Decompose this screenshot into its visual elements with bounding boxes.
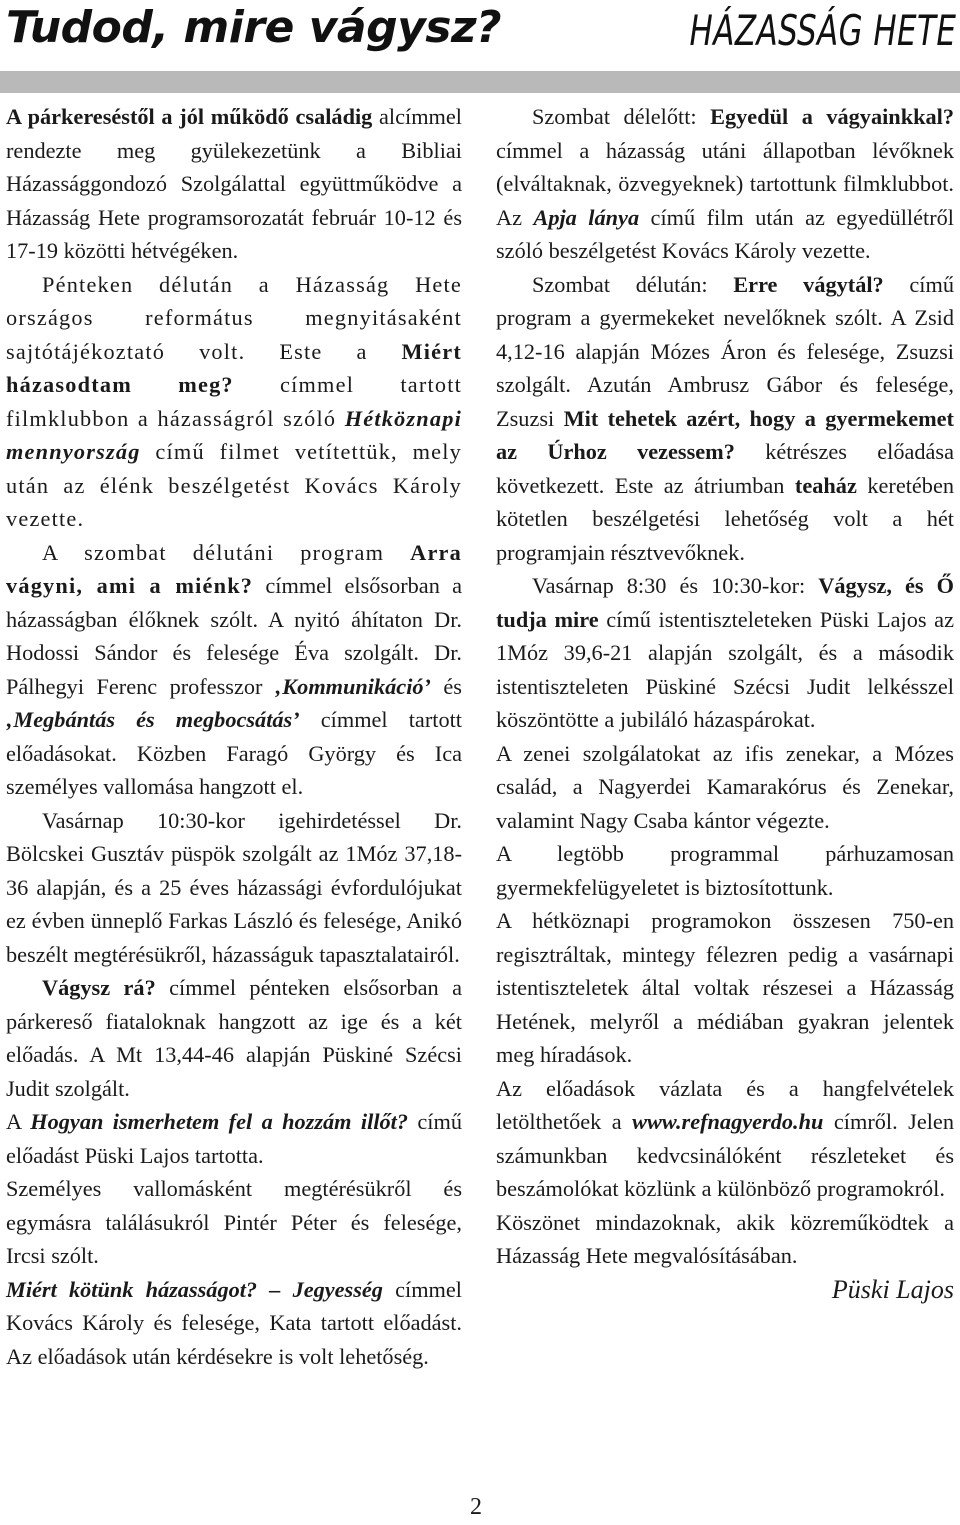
text: címmel tartott előadásokat. Közben Faragó György és Ica személyes vallomása hangzott el.	[6, 707, 462, 799]
film-title: Apja lánya	[533, 204, 640, 230]
lecture-title: Miért kötünk házasságot? – Jegyesség	[6, 1276, 383, 1302]
lecture-title: ‚Megbántás és megbocsátás’	[6, 707, 300, 732]
lecture-title: Hogyan ismerhetem fel a hozzám illőt?	[30, 1109, 409, 1134]
section-title: HÁZASSÁG HETE	[689, 6, 956, 55]
right-column	[496, 100, 954, 1306]
paragraph	[6, 536, 462, 804]
bold-title: Vágysz rá?	[42, 975, 156, 1000]
bold-title: Arra vágyni, ami a miénk?	[6, 539, 462, 598]
text: Az előadások vázlata és a hangfelvételek letölthetőek a	[496, 1075, 954, 1134]
header-rule	[0, 71, 960, 93]
lecture-title: ‚Kommunikáció’	[274, 673, 431, 699]
text: Szombat délelőtt:	[532, 104, 711, 129]
article-title: Tudod, mire vágysz?	[6, 2, 502, 53]
paragraph	[496, 268, 954, 570]
left-column	[6, 100, 462, 1373]
paragraph: Vasárnap 10:30-kor igehirdetéssel Dr. Bölcskei Gusztáv püspök szolgált az 1Móz 37,18-36 alapján, és a 25 éves házassági évfordulójukat ez évben ünneplő Farkas László és felesége, Anikó beszélt megtérésükről, házasságuk tapasztalatairól.	[6, 807, 462, 967]
film-title: Hétköznapi mennyország	[6, 405, 462, 464]
text: címmel pénteken elsősorban a párkereső fiataloknak hangzott az ige és a két előadás. A Mt 13,44-46 alapján Püskiné Szécsi Judit szolgált.	[6, 975, 462, 1101]
bold-title: Vágysz, és Ő tudja mire	[496, 573, 954, 632]
text: címről. Jelen számunkban kedvcsinálóként részleteket és beszámolókat közlünk a különböző programokról.	[496, 1109, 954, 1201]
text: című istentiszteleteken Püski Lajos az 1Móz 39,6-21 alapján szolgált, és a második istentiszteleten Püskiné Szécsi Judit lelkésszel köszöntötte a jubiláló házaspárokat.	[496, 606, 954, 732]
bold-word: teaház	[794, 472, 857, 498]
text: Szombat délután:	[532, 271, 734, 297]
paragraph	[496, 569, 954, 737]
text: című filmet vetítettük, mely után az élénk beszélgetést Kovács Károly vezette.	[6, 439, 462, 531]
text: címmel Kovács Károly és felesége, Kata tartott előadást. Az előadások után kérdésekre is volt lehetőség.	[6, 1276, 462, 1369]
paragraph	[6, 268, 462, 536]
text: A	[6, 1109, 31, 1134]
author-signature: Püski Lajos	[831, 1274, 954, 1304]
text: címmel elsősorban a házasságban élőknek szólt. A nyitó áhítaton Dr. Hodossi Sándor és felesége Éva szolgált. Dr. Pálhegyi Ferenc professzor	[6, 573, 462, 699]
text: kétrészes előadása következett. Este az átriumban	[496, 439, 954, 498]
paragraph	[6, 1105, 462, 1172]
paragraph	[6, 971, 462, 1105]
text: címmel a házasság utáni állapotban lévőknek (elváltaknak, özvegyeknek) tartottunk filmklubbot. Az	[496, 137, 954, 230]
text: Pénteken délután a Házasság Hete országos református megnyitásaként sajtótájékoztató volt. Este a	[6, 271, 462, 364]
intro-text: alcímmel rendezte meg gyülekezetünk a Bibliai Házassággondozó Szolgálattal együttműködve a Házasság Hete programsorozatát február 10-12 és 17-19 közötti hétvégéken.	[6, 104, 462, 263]
text: keretében kötetlen beszélgetési lehetőség volt a hét programjain résztvevőknek.	[496, 472, 954, 565]
bold-title: Erre vágytál?	[733, 271, 884, 297]
text: A szombat délutáni program	[42, 539, 411, 565]
paragraph: Köszönet mindazoknak, akik közreműködtek a Házasság Hete megvalósításában.	[496, 1209, 954, 1268]
text: című film után az egyedüllétről szóló beszélgetést Kovács Károly vezette.	[496, 204, 954, 263]
text: Vasárnap 8:30 és 10:30-kor:	[532, 573, 819, 598]
intro-bold: A párkereséstől a jól működő családig	[6, 104, 373, 129]
text: című előadást Püski Lajos tartotta.	[6, 1109, 462, 1168]
paragraph	[6, 100, 462, 268]
bold-title: Mit tehetek azért, hogy a gyermekemet az Úrhoz vezessem?	[496, 405, 954, 464]
paragraph	[496, 100, 954, 268]
paragraph	[496, 1072, 954, 1206]
paragraph: A zenei szolgálatokat az ifis zenekar, a Mózes család, a Nagyerdei Kamarakórus és Zenekar, valamint Nagy Csaba kántor végezte.	[496, 740, 954, 833]
paragraph: A legtöbb programmal párhuzamosan gyermekfelügyeletet is biztosítottunk.	[496, 841, 954, 900]
bold-title: Miért házasodtam meg?	[6, 338, 462, 397]
website-link[interactable]: www.refnagyerdo.hu	[632, 1109, 824, 1134]
bold-title: Egyedül a vágyainkkal?	[710, 104, 954, 129]
text: és	[430, 673, 462, 699]
paragraph: Személyes vallomásként megtérésükről és egymásra találásukról Pintér Péter és felesége, Ircsi szólt.	[6, 1176, 462, 1268]
page-number: 2	[470, 1494, 482, 1520]
paragraph	[6, 1273, 462, 1374]
text: című program a gyermekeket nevelőknek szólt. A Zsid 4,12-16 alapján Mózes Áron és felesége, Zsuzsi szolgált. Azután Ambrusz Gábor és felesége, Zsuzsi	[496, 271, 954, 431]
paragraph: A hétköznapi programokon összesen 750-en regisztráltak, mintegy félezren pedig a vasárnapi istentiszteletek által voltak részesei a Házasság Hetének, melyről a médiában gyakran jelentek meg híradások.	[496, 908, 954, 1067]
text: címmel tartott filmklubbon a házasságról szóló	[6, 372, 462, 431]
